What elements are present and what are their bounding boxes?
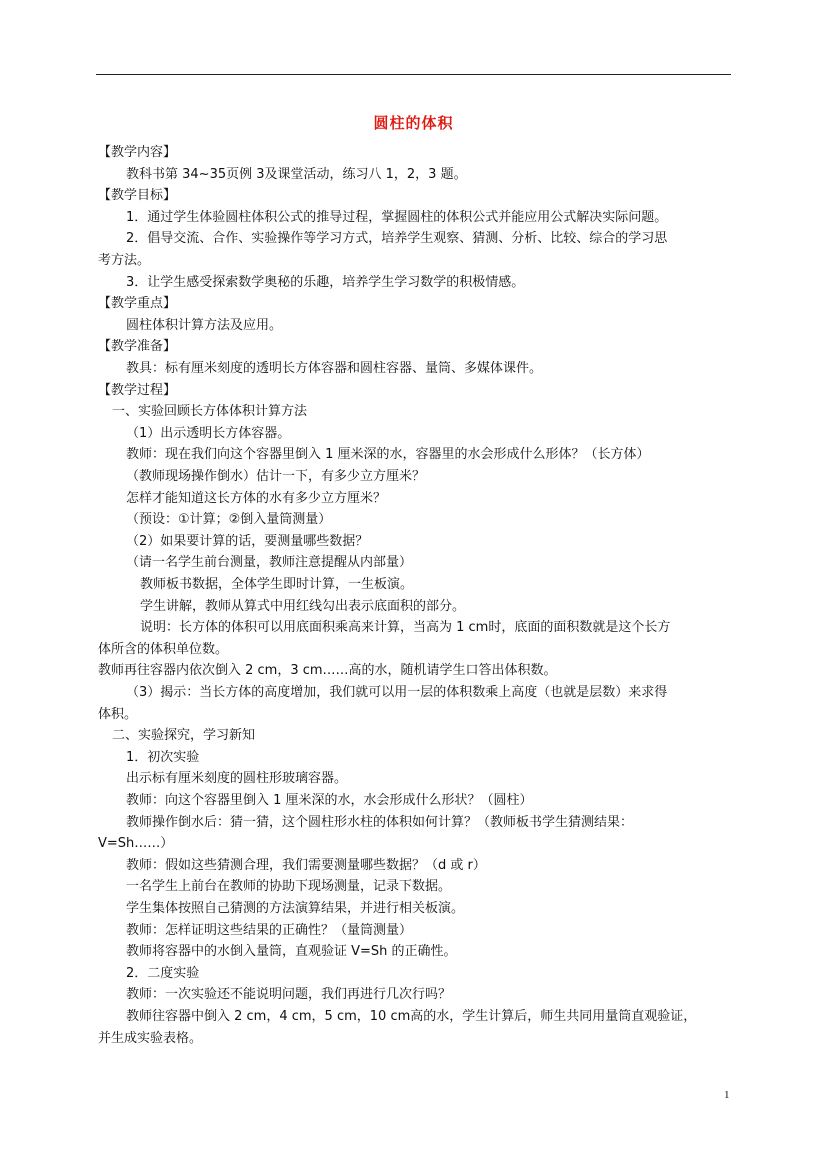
text-line: （2）如果要计算的话，要测量哪些数据？ — [126, 533, 369, 549]
text-line: 教科书第 34~35页例 3及课堂活动，练习八 1，2，3 题。 — [126, 166, 467, 182]
text-line: 一名学生上前台在教师的协助下现场测量，记录下数据。 — [126, 879, 452, 895]
header-rule — [96, 74, 731, 75]
text-line: 教师往容器中倒入 2 cm，4 cm，5 cm，10 cm高的水，学生计算后，师生共同用量筒直观验证， — [126, 1009, 697, 1024]
text-line: 教师再往容器内依次倒入 2 cm，3 cm……高的水，随机请学生口答出体积数。 — [98, 663, 557, 679]
text-line: 怎样才能知道这长方体的水有多少立方厘米？ — [126, 490, 387, 506]
text-line: 【教学目标】 — [98, 188, 177, 204]
text-line: 教师：假如这些猜测合理，我们需要测量哪些数据？（d 或 r） — [126, 857, 486, 873]
text-line: （请一名学生前台测量，教师注意提醒从内部量） — [126, 555, 413, 571]
text-line: 教师：向这个容器里倒入 1 厘米深的水，水会形成什么形状？（圆柱） — [126, 793, 533, 808]
text-line: （3）揭示：当长方体的高度增加，我们就可以用一层的体积数乘上高度（也就是层数）来求得 — [126, 685, 668, 700]
text-line: （预设：①计算；②倒入量筒测量） — [126, 512, 332, 528]
text-line: 学生讲解，教师从算式中用红线勾出表示底面积的部分。 — [140, 598, 466, 614]
text-line: 【教学准备】 — [98, 339, 177, 355]
text-line: （1）出示透明长方体容器。 — [126, 425, 291, 441]
text-line: 2．二度实验 — [126, 965, 200, 981]
page-number: 1 — [724, 1089, 730, 1101]
text-line: 学生集体按照自己猜测的方法演算结果，并进行相关板演。 — [126, 901, 465, 916]
text-line: 一、实验回顾长方体体积计算方法 — [112, 404, 308, 420]
text-line: 教具：标有厘米刻度的透明长方体容器和圆柱容器、量筒、多媒体课件。 — [126, 361, 543, 376]
text-line: 2．倡导交流、合作、实验操作等学习方式，培养学生观察、猜测、分析、比较、综合的学习思 — [126, 231, 668, 247]
text-line: 圆柱体积计算方法及应用。 — [126, 317, 283, 333]
text-line: 出示标有厘米刻度的圆柱形玻璃容器。 — [126, 771, 348, 787]
text-line: 体所含的体积单位数。 — [98, 641, 229, 657]
text-line: 1．通过学生体验圆柱体积公式的推导过程，掌握圆柱的体积公式并能应用公式解决实际问题。 — [126, 209, 668, 225]
text-line: 【教学过程】 — [98, 382, 177, 398]
text-line: 教师：一次实验还不能说明问题，我们再进行几次行吗？ — [126, 987, 452, 1003]
document-title: 圆柱的体积 — [373, 114, 454, 132]
text-line: 3．让学生感受探索数学奥秘的乐趣，培养学生学习数学的积极情感。 — [126, 274, 525, 290]
text-line: V=Sh……） — [98, 836, 174, 852]
text-line: 并生成实验表格。 — [98, 1030, 203, 1046]
text-line: 【教学重点】 — [98, 296, 177, 312]
text-line: 教师将容器中的水倒入量筒，直观验证 V=Sh 的正确性。 — [126, 944, 457, 960]
text-line: 考方法。 — [98, 253, 151, 268]
text-line: 二、实验探究，学习新知 — [112, 728, 256, 744]
text-line: 说明：长方体的体积可以用底面积乘高来计算，当高为 1 cm时，底面的面积数就是这个长方 — [140, 620, 671, 636]
text-line: 教师操作倒水后：猜一猜，这个圆柱形水柱的体积如何计算？（教师板书学生猜测结果： — [126, 814, 634, 830]
text-line: 教师板书数据，全体学生即时计算，一生板演。 — [140, 577, 414, 592]
text-line: （教师现场操作倒水）估计一下，有多少立方厘米？ — [126, 469, 426, 484]
text-line: 教师：现在我们向这个容器里倒入 1 厘米深的水，容器里的水会形成什么形体？（长方体） — [126, 447, 650, 463]
text-line: 1．初次实验 — [126, 749, 200, 765]
text-line: 【教学内容】 — [98, 145, 177, 160]
text-line: 体积。 — [98, 706, 138, 722]
text-line: 教师：怎样证明这些结果的正确性？（量筒测量） — [126, 922, 413, 938]
